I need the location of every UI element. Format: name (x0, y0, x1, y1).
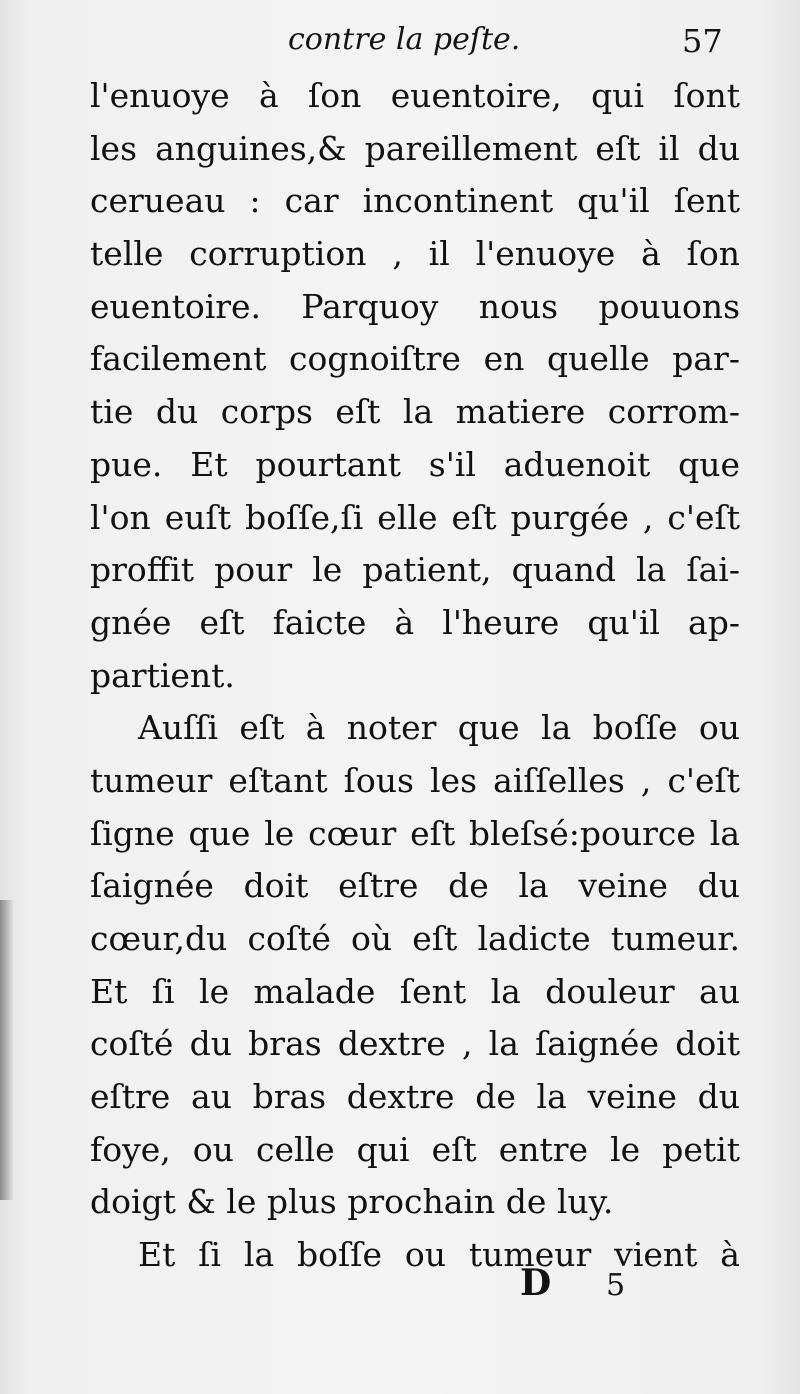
text-line: eſtre au bras dextre de la veine du (90, 1077, 740, 1117)
text-line: pue. Et pourtant s'il aduenoit que (90, 444, 740, 484)
running-head-title: contre la peſte. (288, 22, 521, 57)
paragraph-first-line: Auſſi eſt à noter que la boſſe ou (138, 708, 740, 748)
text-line: euentoire. Parquoy nous pouuons (90, 286, 740, 326)
text-line: cerueau : car incontinent qu'il ſent (90, 181, 740, 221)
text-line: partient. (90, 655, 235, 695)
text-line: l'enuoye à ſon euentoire, qui ſont (90, 76, 740, 115)
text-line: tie du corps eſt la matiere corrom- (90, 392, 740, 432)
text-line: facilement cognoiſtre en quelle par- (90, 339, 740, 379)
text-line: proffit pour le patient, quand la ſai- (90, 550, 740, 590)
text-line: gnée eſt faicte à l'heure qu'il ap- (90, 602, 740, 642)
body-text (90, 70, 740, 1282)
text-line: coſté du bras dextre , la ſaignée doit (90, 1024, 740, 1064)
signature-mark (0, 1262, 800, 1310)
page-edge-shadow (0, 900, 14, 1200)
text-line: Et ſi le malade ſent la douleur au (90, 971, 740, 1011)
paragraph-first-line: Et ſi la boſſe ou tumeur vient à (138, 1235, 740, 1275)
text-line: telle corruption , il l'enuoye à ſon (90, 234, 740, 274)
text-line: foye, ou celle qui eſt entre le petit (90, 1129, 740, 1169)
text-line: tumeur eſtant ſous les aiſſelles , c'eſt (90, 760, 740, 800)
signature-number: 5 (606, 1268, 626, 1303)
text-line: doigt & le plus prochain de luy. (90, 1182, 614, 1222)
page-number: 57 (682, 22, 723, 60)
signature-letter: D (520, 1262, 552, 1304)
text-line: cœur,du coſté où eſt ladicte tumeur. (90, 919, 740, 958)
text-line: l'on euſt boſſe,ſi elle eſt purgée , c'eſt (90, 497, 740, 537)
text-line: ſaignée doit eſtre de la veine du (90, 866, 740, 906)
text-line: ſigne que le cœur eſt bleſsé:pource la (90, 813, 740, 853)
running-head (0, 22, 800, 66)
text-line: les anguines,& pareillement eſt il du (90, 128, 740, 168)
